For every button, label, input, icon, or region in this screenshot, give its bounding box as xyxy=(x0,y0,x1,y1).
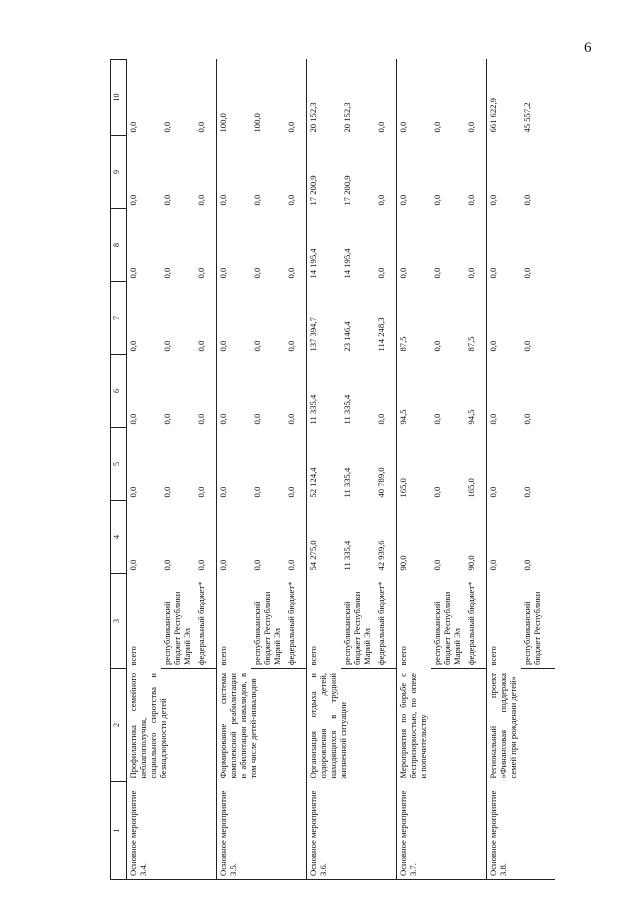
amount-cell: 0,0 xyxy=(127,282,161,355)
amount-cell: 0,0 xyxy=(521,486,532,498)
amount-cell: 0,0 xyxy=(161,267,172,279)
amount-cell: 165,0 xyxy=(397,428,431,501)
funding-source: федеральный бюджет* xyxy=(465,574,487,669)
amount-cell: 0,0 xyxy=(431,267,442,279)
rotated-sheet xyxy=(110,60,580,880)
table-row xyxy=(307,60,341,880)
activity-name: Основное мероприятие 3.7. xyxy=(397,782,487,880)
amount-cell: 0,0 xyxy=(431,486,442,498)
amount-cell: 0,0 xyxy=(375,194,386,206)
amount-cell: 0,0 xyxy=(161,413,172,425)
amount-cell: 0,0 xyxy=(487,501,521,574)
amount-cell: 0,0 xyxy=(521,194,532,206)
amount-cell: 114 248,3 xyxy=(375,317,386,352)
activity-name: Основное мероприятие 3.6. xyxy=(307,782,397,880)
activity-description: Формирование системы комплексной реабилитации и абилитации инвалидов, в том числе детей-инвалидов xyxy=(217,669,307,782)
amount-cell: 137 394,7 xyxy=(307,282,341,355)
amount-cell: 0,0 xyxy=(285,413,296,425)
amount-cell: 90,0 xyxy=(465,555,476,571)
amount-cell: 0,0 xyxy=(397,209,431,282)
amount-cell: 0,0 xyxy=(195,121,206,133)
amount-cell: 0,0 xyxy=(465,194,476,206)
amount-cell: 0,0 xyxy=(251,267,262,279)
amount-cell: 0,0 xyxy=(285,194,296,206)
amount-cell: 0,0 xyxy=(521,340,532,352)
budget-table xyxy=(110,59,555,880)
amount-cell: 0,0 xyxy=(195,267,206,279)
header-cell: 4 xyxy=(111,501,127,574)
amount-cell: 0,0 xyxy=(127,501,161,574)
amount-cell: 0,0 xyxy=(431,413,442,425)
amount-cell: 0,0 xyxy=(127,209,161,282)
funding-source: республиканский бюджет Республики Марий Эл xyxy=(431,574,465,669)
amount-cell: 0,0 xyxy=(397,136,431,209)
amount-cell: 0,0 xyxy=(285,486,296,498)
funding-source: республиканский бюджет Республики Марий Эл xyxy=(161,574,195,669)
activity-description: Мероприятия по борьбе с беспризорностью, по опеке и попечительству xyxy=(397,669,487,782)
amount-cell: 100,0 xyxy=(217,60,251,136)
activity-description: Профилактика семейного неблагополучия, социального сиротства и безнадзорности детей xyxy=(127,669,217,782)
amount-cell: 87,5 xyxy=(397,282,431,355)
amount-cell: 0,0 xyxy=(521,559,532,571)
amount-cell: 0,0 xyxy=(487,355,521,428)
amount-cell: 11 335,4 xyxy=(341,394,352,425)
amount-cell: 165,0 xyxy=(465,478,476,498)
funding-source: федеральный бюджет* xyxy=(285,574,307,669)
amount-cell: 0,0 xyxy=(161,559,172,571)
amount-cell: 0,0 xyxy=(375,121,386,133)
amount-cell: 0,0 xyxy=(465,267,476,279)
header-row xyxy=(111,60,127,880)
amount-cell: 100,0 xyxy=(251,113,262,133)
amount-cell: 20 152,3 xyxy=(307,60,341,136)
funding-source: всего xyxy=(397,574,431,669)
amount-cell: 0,0 xyxy=(161,340,172,352)
amount-cell: 0,0 xyxy=(465,121,476,133)
funding-source: республиканский бюджет Республики Марий Эл xyxy=(341,574,375,669)
amount-cell: 23 146,4 xyxy=(341,321,352,352)
amount-cell: 0,0 xyxy=(375,413,386,425)
amount-cell: 54 275,0 xyxy=(307,501,341,574)
amount-cell: 0,0 xyxy=(251,194,262,206)
activity-name: Основное мероприятие 3.4. xyxy=(127,782,217,880)
funding-source: всего xyxy=(127,574,161,669)
amount-cell: 0,0 xyxy=(487,136,521,209)
amount-cell: 0,0 xyxy=(217,501,251,574)
amount-cell: 0,0 xyxy=(431,559,442,571)
amount-cell: 0,0 xyxy=(487,209,521,282)
amount-cell: 0,0 xyxy=(251,413,262,425)
amount-cell: 0,0 xyxy=(127,428,161,501)
amount-cell: 0,0 xyxy=(251,340,262,352)
amount-cell: 0,0 xyxy=(375,267,386,279)
amount-cell: 40 789,0 xyxy=(375,467,386,498)
amount-cell: 0,0 xyxy=(431,340,442,352)
header-cell: 7 xyxy=(111,282,127,355)
amount-cell: 0,0 xyxy=(195,194,206,206)
header-cell: 6 xyxy=(111,355,127,428)
amount-cell: 90,0 xyxy=(397,501,431,574)
funding-source: всего xyxy=(487,574,521,669)
amount-cell: 0,0 xyxy=(217,136,251,209)
amount-cell: 17 200,9 xyxy=(307,136,341,209)
amount-cell: 0,0 xyxy=(285,559,296,571)
header-cell: 8 xyxy=(111,209,127,282)
amount-cell: 11 335,4 xyxy=(341,540,352,571)
amount-cell: 0,0 xyxy=(195,340,206,352)
amount-cell: 0,0 xyxy=(251,559,262,571)
funding-source: республиканский бюджет Республики xyxy=(521,574,555,669)
amount-cell: 661 622,9 xyxy=(487,60,521,136)
amount-cell: 14 195,4 xyxy=(341,248,352,279)
amount-cell: 17 200,9 xyxy=(341,175,352,206)
funding-source: федеральный бюджет* xyxy=(195,574,217,669)
amount-cell: 0,0 xyxy=(217,428,251,501)
table-row xyxy=(397,60,431,880)
table-row xyxy=(487,60,521,880)
amount-cell: 87,5 xyxy=(465,336,476,352)
header-cell: 10 xyxy=(111,60,127,136)
activity-description: Региональный проект «Финансовая поддержка семей при рождении детей» xyxy=(487,669,555,782)
amount-cell: 0,0 xyxy=(487,282,521,355)
funding-source: республиканский бюджет Республики Марий Эл xyxy=(251,574,285,669)
funding-source: всего xyxy=(307,574,341,669)
amount-cell: 0,0 xyxy=(127,355,161,428)
activity-name: Основное мероприятие 3.5. xyxy=(217,782,307,880)
amount-cell: 11 335,4 xyxy=(307,355,341,428)
rotated-table-container xyxy=(110,60,580,880)
amount-cell: 0,0 xyxy=(397,60,431,136)
amount-cell: 0,0 xyxy=(285,340,296,352)
amount-cell: 0,0 xyxy=(521,413,532,425)
header-cell: 2 xyxy=(111,669,127,782)
amount-cell: 0,0 xyxy=(161,121,172,133)
header-cell: 5 xyxy=(111,428,127,501)
amount-cell: 0,0 xyxy=(431,121,442,133)
activity-description: Организация отдыха и оздоровления детей, находящихся в трудной жизненной ситуации xyxy=(307,669,397,782)
amount-cell: 0,0 xyxy=(285,267,296,279)
funding-source: всего xyxy=(217,574,251,669)
amount-cell: 0,0 xyxy=(127,60,161,136)
amount-cell: 0,0 xyxy=(161,194,172,206)
header-cell: 1 xyxy=(111,782,127,880)
activity-name: Основное мероприятие 3.8. xyxy=(487,782,555,880)
header-cell: 3 xyxy=(111,574,127,669)
amount-cell: 11 335,4 xyxy=(341,467,352,498)
amount-cell: 0,0 xyxy=(217,282,251,355)
amount-cell: 0,0 xyxy=(217,355,251,428)
amount-cell: 42 939,6 xyxy=(375,540,386,571)
amount-cell: 20 152,3 xyxy=(341,102,352,133)
amount-cell: 0,0 xyxy=(521,267,532,279)
table-row xyxy=(127,60,161,880)
amount-cell: 52 124,4 xyxy=(307,428,341,501)
amount-cell: 0,0 xyxy=(217,209,251,282)
amount-cell: 0,0 xyxy=(127,136,161,209)
page-number: 6 xyxy=(584,40,592,56)
amount-cell: 14 195,4 xyxy=(307,209,341,282)
table-row xyxy=(217,60,251,880)
amount-cell: 0,0 xyxy=(161,486,172,498)
amount-cell: 94,5 xyxy=(465,409,476,425)
amount-cell: 94,5 xyxy=(397,355,431,428)
amount-cell: 0,0 xyxy=(431,194,442,206)
amount-cell: 0,0 xyxy=(195,413,206,425)
amount-cell: 0,0 xyxy=(251,486,262,498)
header-cell: 9 xyxy=(111,136,127,209)
amount-cell: 0,0 xyxy=(195,559,206,571)
amount-cell: 0,0 xyxy=(487,428,521,501)
amount-cell: 0,0 xyxy=(195,486,206,498)
amount-cell: 45 557,2 xyxy=(521,102,532,133)
amount-cell: 0,0 xyxy=(285,121,296,133)
funding-source: федеральный бюджет* xyxy=(375,574,397,669)
